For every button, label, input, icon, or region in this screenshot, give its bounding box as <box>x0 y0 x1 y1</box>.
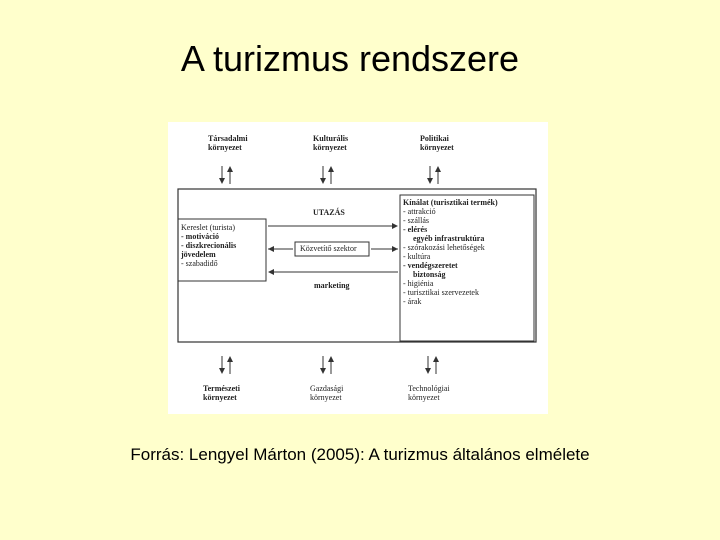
supply-item: - elérés <box>403 225 428 234</box>
supply-item: biztonság <box>413 270 446 279</box>
supply-item: - árak <box>403 297 422 306</box>
top-arrows-1 <box>219 166 233 184</box>
env-cultural-line1: Kulturális <box>313 134 349 143</box>
env-social-line1: Társadalmi <box>208 134 248 143</box>
demand-text <box>181 223 236 268</box>
demand-item: - motiváció <box>181 232 219 241</box>
env-cultural-line2: környezet <box>313 143 347 152</box>
supply-title: Kínálat (turisztikai termék) <box>403 198 498 207</box>
demand-item: jövedelem <box>181 250 216 259</box>
connector-left-head <box>268 246 274 252</box>
supply-item: - turisztikai szervezetek <box>403 288 479 297</box>
marketing-arrow-head <box>268 269 274 275</box>
bottom-arrows-3 <box>425 356 439 374</box>
supply-item: - szórakozási lehetőségek <box>403 243 485 252</box>
demand-item: - szabadidő <box>181 259 218 268</box>
supply-item: - higiénia <box>403 279 434 288</box>
bottom-arrows-2 <box>320 356 334 374</box>
slide-title: A turizmus rendszere <box>180 38 520 79</box>
marketing-label: marketing <box>314 281 350 290</box>
source-caption: Forrás: Lengyel Márton (2005): A turizmus általános elmélete <box>130 445 590 464</box>
env-economic-line1: Gazdasági <box>310 384 344 393</box>
bottom-arrows-1 <box>219 356 233 374</box>
env-social-line2: környezet <box>208 143 242 152</box>
intermediary-label: Közvetítő szektor <box>300 244 357 253</box>
env-economic <box>310 384 343 402</box>
env-technological <box>408 384 450 402</box>
travel-label: UTAZÁS <box>313 208 345 217</box>
top-arrows-2 <box>320 166 334 184</box>
supply-item: - attrakció <box>403 207 436 216</box>
env-natural-line1: Természeti <box>203 384 241 393</box>
env-cultural <box>313 134 348 152</box>
env-social <box>208 134 248 152</box>
top-arrows-3 <box>427 166 441 184</box>
tourism-system-diagram <box>168 122 548 414</box>
connector-right-head <box>392 246 398 252</box>
env-political <box>420 134 454 152</box>
supply-item: egyéb infrastruktúra <box>413 234 485 243</box>
supply-item: - szállás <box>403 216 429 225</box>
env-natural-line2: környezet <box>203 393 237 402</box>
supply-text <box>403 198 498 306</box>
env-political-line2: környezet <box>420 143 454 152</box>
travel-arrow-head <box>392 223 398 229</box>
env-technological-line2: környezet <box>408 393 440 402</box>
supply-item: - kultúra <box>403 252 431 261</box>
demand-item: - diszkrecionális <box>181 241 237 250</box>
demand-title: Kereslet (turista) <box>181 223 235 232</box>
env-technological-line1: Technológiai <box>408 384 450 393</box>
env-economic-line2: környezet <box>310 393 342 402</box>
supply-item: - vendégszeretet <box>403 261 458 270</box>
env-political-line1: Politikai <box>420 134 449 143</box>
env-natural <box>203 384 240 402</box>
